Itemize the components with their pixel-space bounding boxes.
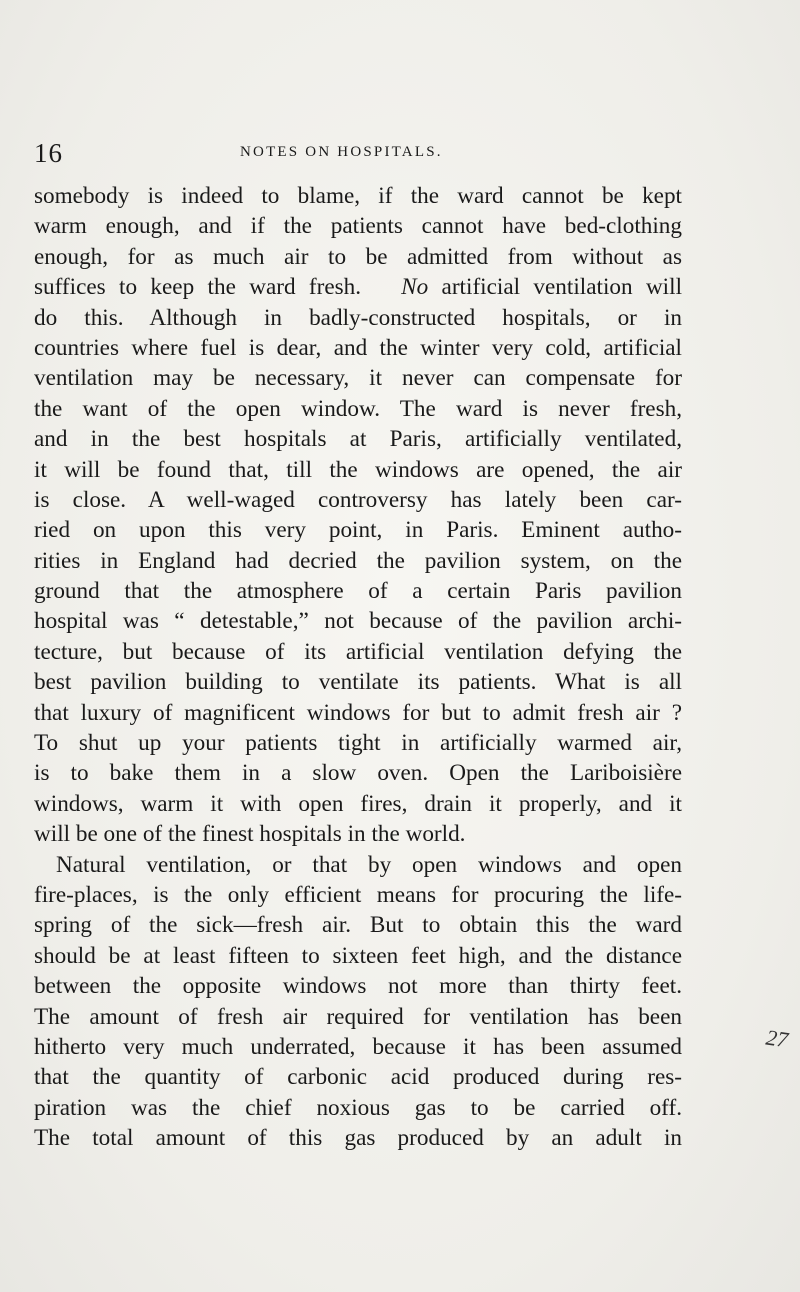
text-line: somebody is indeed to blame, if the ward cannot be kept <box>34 183 682 209</box>
page-header <box>34 138 694 168</box>
page-number: 16 <box>34 138 63 168</box>
text-line: enough, for as much air to be admitted from without as <box>34 243 682 270</box>
text-line: warm enough, and if the patients cannot have bed-clothing <box>34 213 682 240</box>
text-line: countries where fuel is dear, and the winter very cold, artificial <box>34 334 682 361</box>
text-line <box>34 272 682 302</box>
text-line: that the quantity of carbonic acid produced during res- <box>34 1064 682 1091</box>
text-line: rities in England had decried the pavilion system, on the <box>34 547 682 574</box>
text-line: do this. Although in badly-constructed hospitals, or in <box>34 304 682 331</box>
text-line: hitherto very much underrated, because it has been assumed <box>34 1033 682 1060</box>
text-line: ventilation may be necessary, it never can compensate for <box>34 365 682 392</box>
text-line: is close. A well-waged controversy has lately been car- <box>34 486 682 513</box>
text-line: spring of the sick—fresh air. But to obtain this the ward <box>34 912 682 939</box>
text-segment: artificial ventilation will <box>441 274 683 301</box>
text-line: fire-places, is the only efficient means for procuring the life- <box>34 881 682 908</box>
paragraph-1 <box>34 181 682 850</box>
text-line: To shut up your patients tight in artificially warmed air, <box>34 730 682 757</box>
paragraph-2 <box>34 850 682 1154</box>
text-line: between the opposite windows not more than thirty feet. <box>34 973 682 1000</box>
text-line: The amount of fresh air required for ventilation has been <box>34 1003 682 1030</box>
text-line: hospital was “ detestable,” not because of the pavilion archi- <box>34 608 682 635</box>
text-line: The total amount of this gas produced by an adult in <box>34 1125 682 1152</box>
text-line: windows, warm it with open fires, drain it properly, and it <box>34 790 682 817</box>
handwritten-margin-note: 27 <box>764 1024 790 1053</box>
text-line: best pavilion building to ventilate its patients. What is all <box>34 669 682 696</box>
text-line: it will be found that, till the windows are opened, the air <box>34 456 682 483</box>
text-segment: suffices to keep the ward fresh. <box>34 274 362 301</box>
text-line: Natural ventilation, or that by open windows and open <box>56 851 682 878</box>
body-text <box>34 181 682 1154</box>
text-line: the want of the open window. The ward is never fresh, <box>34 395 682 422</box>
text-line: and in the best hospitals at Paris, artificially ventilated, <box>34 426 682 453</box>
text-line: is to bake them in a slow oven. Open the Lariboisière <box>34 760 682 787</box>
text-line: ried on upon this very point, in Paris. Eminent autho- <box>34 517 682 544</box>
text-line: ground that the atmosphere of a certain Paris pavilion <box>34 578 682 605</box>
text-line: piration was the chief noxious gas to be carried off. <box>34 1094 682 1121</box>
running-title: NOTES ON HOSPITALS. <box>240 144 443 160</box>
italic-word: No <box>401 274 429 301</box>
text-line: will be one of the finest hospitals in the world. <box>34 821 466 848</box>
text-line: that luxury of magnificent windows for but to admit fresh air ? <box>34 699 682 726</box>
text-line: tecture, but because of its artificial ventilation defying the <box>34 638 682 665</box>
text-line: should be at least fifteen to sixteen feet high, and the distance <box>34 942 682 969</box>
